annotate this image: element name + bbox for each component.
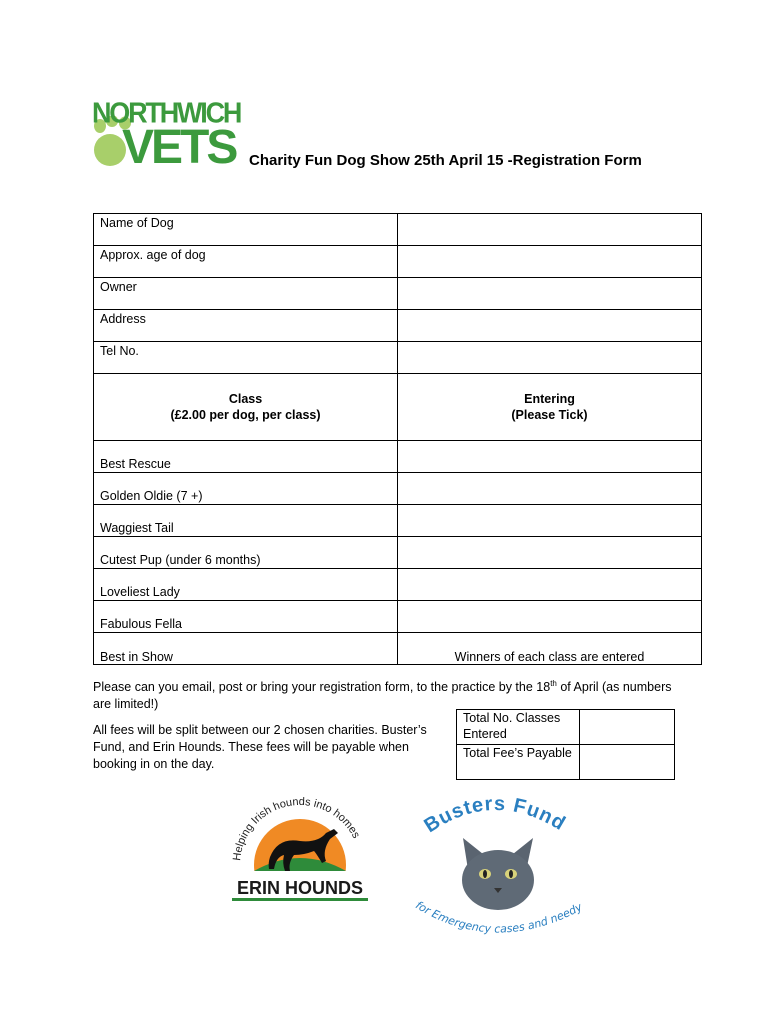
class-label: Fabulous Fella	[94, 601, 398, 633]
erin-arc-text: Helping Irish hounds into homes	[231, 795, 363, 862]
best-in-show-row	[94, 633, 702, 665]
instructions-after: of April (as numbers are limited!)	[93, 680, 672, 711]
entering-header-title: Entering	[524, 392, 575, 406]
class-row	[94, 601, 702, 633]
entering-header-hint: (Please Tick)	[511, 408, 588, 422]
row-label: Name of Dog	[94, 214, 398, 246]
busters-tagline: for Emergency cases and needy	[413, 898, 585, 936]
address-field[interactable]	[398, 310, 702, 342]
northwich-vets-logo	[92, 97, 241, 174]
fees-text: All fees will be split between our 2 chosen charities. Buster’s Fund, and Erin Hounds. These fees will be payable when booking in on the day.	[93, 723, 427, 771]
class-row	[94, 441, 702, 473]
erin-hounds-logo	[218, 785, 380, 921]
logo-line1: NORTHWICH	[92, 97, 241, 129]
class-row	[94, 505, 702, 537]
class-row	[94, 537, 702, 569]
total-classes-field[interactable]	[580, 710, 675, 745]
erin-hounds-name: ERIN HOUNDS	[236, 878, 364, 898]
tel-no-field[interactable]	[398, 342, 702, 374]
row-label: Approx. age of dog	[94, 246, 398, 278]
table-row	[94, 278, 702, 310]
svg-text:Busters Fund	[420, 793, 569, 837]
registration-table	[93, 213, 702, 665]
table-row	[94, 342, 702, 374]
owner-field[interactable]	[398, 278, 702, 310]
entering-header	[398, 374, 702, 441]
totals-table	[456, 709, 675, 780]
class-label: Waggiest Tail	[94, 505, 398, 537]
best-in-show-note: Winners of each class are entered	[398, 633, 702, 665]
row-label: Tel No.	[94, 342, 398, 374]
class-row	[94, 473, 702, 505]
class-label: Loveliest Lady	[94, 569, 398, 601]
cat-icon	[462, 838, 534, 910]
table-row	[457, 745, 675, 780]
total-classes-label: Total No. Classes Entered	[457, 710, 580, 745]
class-tick-box[interactable]	[398, 569, 702, 601]
busters-fund-logo	[405, 788, 595, 948]
total-fee-label: Total Fee’s Payable	[457, 745, 580, 780]
busters-fund-emblem	[405, 788, 595, 948]
best-in-show-label: Best in Show	[94, 633, 398, 665]
class-label: Golden Oldie (7 +)	[94, 473, 398, 505]
class-header-row	[94, 374, 702, 441]
total-fee-field[interactable]	[580, 745, 675, 780]
instructions-text	[93, 679, 673, 713]
class-header-price: (£2.00 per dog, per class)	[170, 408, 321, 422]
page-title: Charity Fun Dog Show 25th April 15 -Registration Form	[249, 152, 642, 169]
erin-hounds-emblem	[218, 785, 380, 921]
class-tick-box[interactable]	[398, 505, 702, 537]
class-label: Cutest Pup (under 6 months)	[94, 537, 398, 569]
row-label: Owner	[94, 278, 398, 310]
instructions-before: Please can you email, post or bring your registration form, to the practice by the 18	[93, 680, 551, 694]
class-tick-box[interactable]	[398, 441, 702, 473]
age-of-dog-field[interactable]	[398, 246, 702, 278]
table-row	[457, 710, 675, 745]
class-tick-box[interactable]	[398, 473, 702, 505]
table-row	[94, 214, 702, 246]
logo-line2: VETS	[122, 121, 236, 174]
class-label: Best Rescue	[94, 441, 398, 473]
row-label: Address	[94, 310, 398, 342]
busters-fund-name: Busters Fund	[420, 792, 570, 838]
class-header	[94, 374, 398, 441]
table-row	[94, 246, 702, 278]
class-row	[94, 569, 702, 601]
class-header-title: Class	[228, 392, 263, 406]
name-of-dog-field[interactable]	[398, 214, 702, 246]
class-tick-box[interactable]	[398, 601, 702, 633]
instructions-sup: th	[550, 678, 557, 688]
table-row	[94, 310, 702, 342]
class-tick-box[interactable]	[398, 537, 702, 569]
